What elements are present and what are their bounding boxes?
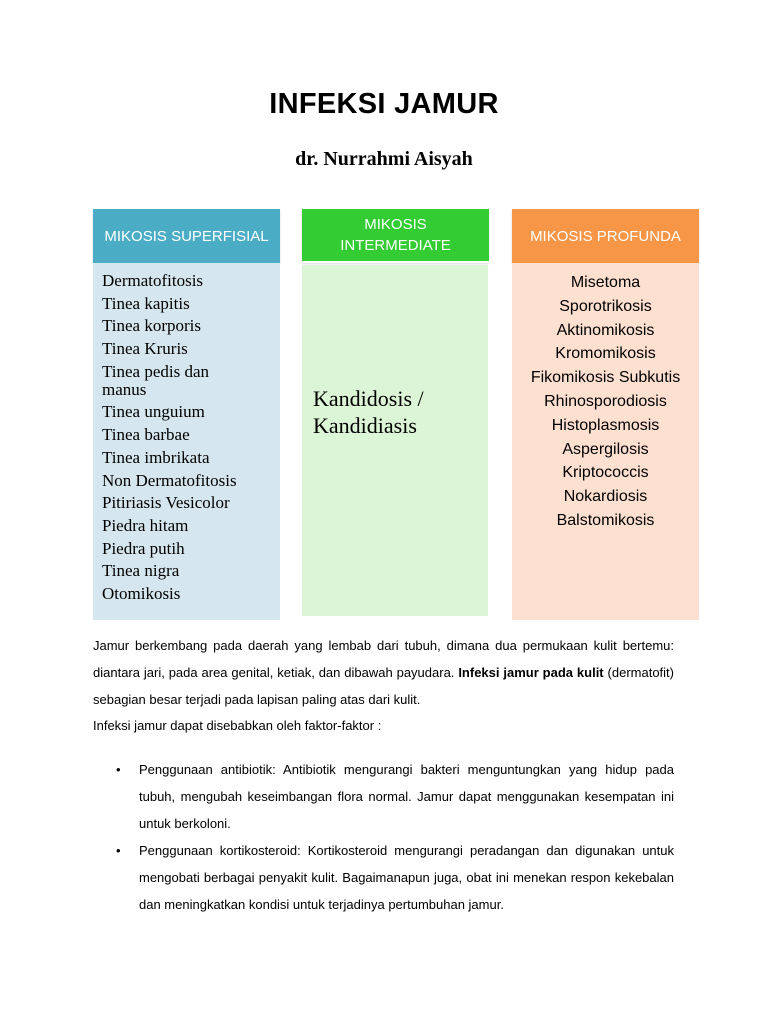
intermediate-column: [302, 209, 489, 438]
superfisial-list: [102, 272, 280, 603]
list-item: Tinea kapitis: [102, 293, 190, 313]
bullet-icon: •: [116, 843, 121, 858]
intermediate-body: [302, 265, 488, 616]
list-item: Otomikosis: [102, 583, 181, 603]
list-item: Rhinosporodiosis: [544, 392, 667, 410]
list-item: Tinea nigra: [102, 561, 180, 581]
intro-paragraph: [93, 632, 674, 713]
list-item: Aspergilosis: [562, 440, 649, 458]
list-item: [93, 837, 674, 918]
intro-bold-text: Infeksi jamur pada kulit: [458, 665, 604, 680]
list-item: Aktinomikosis: [556, 321, 655, 339]
profunda-body: [512, 263, 699, 620]
list-item: Nokardiosis: [563, 488, 648, 506]
profunda-header: MIKOSIS PROFUNDA: [512, 209, 699, 263]
factors-intro: Infeksi jamur dapat disebabkan oleh faktor-faktor :: [93, 718, 382, 733]
intro-text-end: (dermatofit) sebagian besar terjadi pada lapisan paling atas dari kulit.: [93, 665, 674, 707]
intermediate-header: MIKOSIS INTERMEDIATE: [302, 209, 489, 263]
superfisial-column: [93, 209, 280, 603]
list-item: Dermatofitosis: [102, 271, 204, 290]
document-title: INFEKSI JAMUR: [269, 88, 499, 120]
list-item: Tinea imbrikata: [102, 447, 210, 467]
superfisial-header: MIKOSIS SUPERFISIAL: [93, 209, 280, 263]
factor-text: Penggunaan kortikosteroid: Kortikosteroid mengurangi peradangan dan digunakan untuk mengobati berbagai penyakit kulit. Bagaimanapun juga, obat ini menekan respon kekebalan dan meningkatkan kondisi untuk terjadinya pertumbuhan jamur.: [139, 843, 674, 912]
list-item: Non Dermatofitosis: [102, 470, 237, 490]
list-item: Piedra putih: [102, 538, 185, 558]
profunda-column: [512, 209, 699, 529]
list-item: Tinea Kruris: [102, 339, 188, 359]
intro-text: Jamur berkembang pada daerah yang lembab dari tubuh, dimana dua permukaan kulit bertemu: diantara jari, pada area genital, ketiak, dan dibawah payudara.: [93, 638, 674, 680]
list-item: Piedra hitam: [102, 515, 189, 535]
list-item: Fikomikosis Subkutis: [530, 369, 681, 387]
factors-list: [93, 756, 674, 918]
list-item: Pitiriasis Vesicolor: [102, 493, 230, 513]
list-item: Tinea korporis: [102, 316, 202, 336]
list-item: Kromomikosis: [555, 345, 656, 363]
author-name: dr. Nurrahmi Aisyah: [295, 148, 473, 170]
list-item: Tinea unguium: [102, 402, 205, 422]
intermediate-content: Kandidosis / Kandidiasis: [313, 386, 424, 438]
list-item: Histoplasmosis: [551, 416, 660, 434]
list-item: Sporotrikosis: [559, 297, 652, 315]
bullet-icon: •: [116, 762, 121, 777]
list-item: Tinea pedis dan manus: [102, 361, 210, 399]
list-item: Kriptococcis: [562, 464, 649, 482]
list-item: Misetoma: [570, 274, 641, 291]
list-item: [93, 756, 674, 837]
superfisial-body: [93, 263, 280, 620]
list-item: Tinea barbae: [102, 425, 190, 445]
list-item: Balstomikosis: [556, 511, 655, 529]
profunda-list: [512, 271, 699, 533]
factor-text: Penggunaan antibiotik: Antibiotik mengurangi bakteri menguntungkan yang hidup pada tubuh, mengubah keseimbangan flora normal. Jamur dapat menggunakan kesempatan ini untuk berkoloni.: [139, 762, 674, 831]
